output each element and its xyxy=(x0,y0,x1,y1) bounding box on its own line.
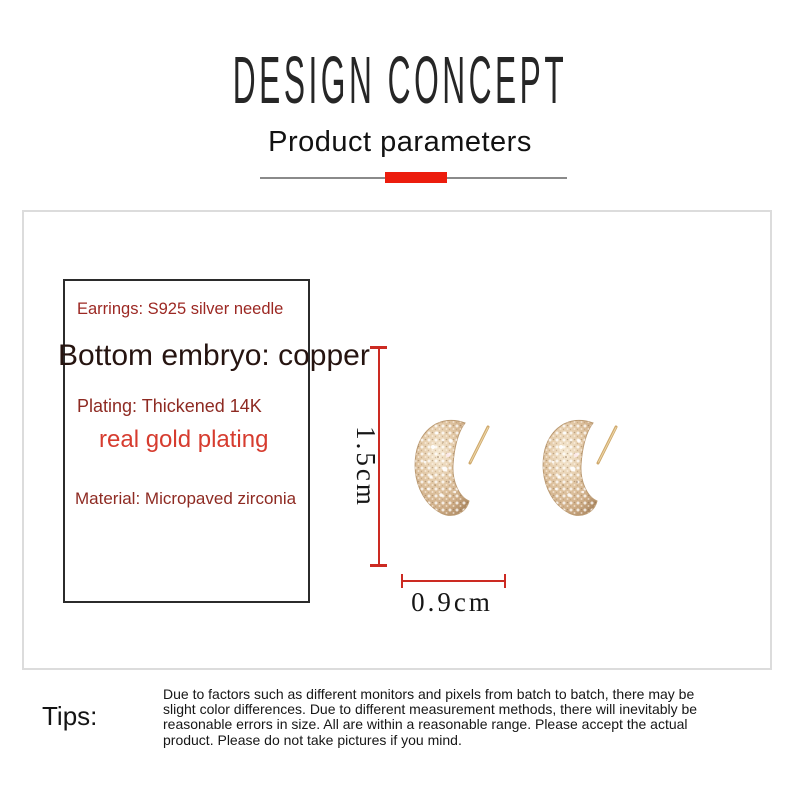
height-dimension-cap-top xyxy=(370,346,387,349)
height-dimension-cap-bottom xyxy=(370,564,387,567)
tips-text-line: Due to factors such as different monitors and pixels from batch to batch, there may be xyxy=(163,686,695,702)
spec-earrings-text: Earrings: S925 silver needle xyxy=(77,300,284,318)
tips-text-line: reasonable errors in size. All are within a reasonable range. Please accept the actual xyxy=(163,716,688,733)
spec-bottom-embryo-text: Bottom embryo: copper xyxy=(58,339,370,372)
tips-text xyxy=(163,687,697,748)
page-title: Product parameters xyxy=(268,126,532,158)
width-dimension-line xyxy=(402,580,505,582)
divider-accent-bar xyxy=(385,172,447,183)
tips-text-line: slight color differences. Due to different measurement methods, there will inevitably be xyxy=(163,701,698,718)
tips-label: Tips: xyxy=(42,701,98,731)
earring-image-right xyxy=(539,415,623,519)
spec-plating-text: Plating: Thickened 14K xyxy=(77,396,262,416)
brand-title: DESIGN CONCEPT xyxy=(232,42,568,118)
earring-image-left xyxy=(411,415,495,519)
width-dimension-label: 0.9cm xyxy=(411,587,493,617)
tips-text-line: product. Please do not take pictures if you mind. xyxy=(163,731,462,748)
spec-material-text: Material: Micropaved zirconia xyxy=(75,489,297,508)
spec-plating-extra-text: real gold plating xyxy=(99,426,269,453)
width-dimension-cap-left xyxy=(401,574,403,588)
height-dimension-label: 1.5cm xyxy=(351,426,381,508)
width-dimension-cap-right xyxy=(504,574,506,588)
